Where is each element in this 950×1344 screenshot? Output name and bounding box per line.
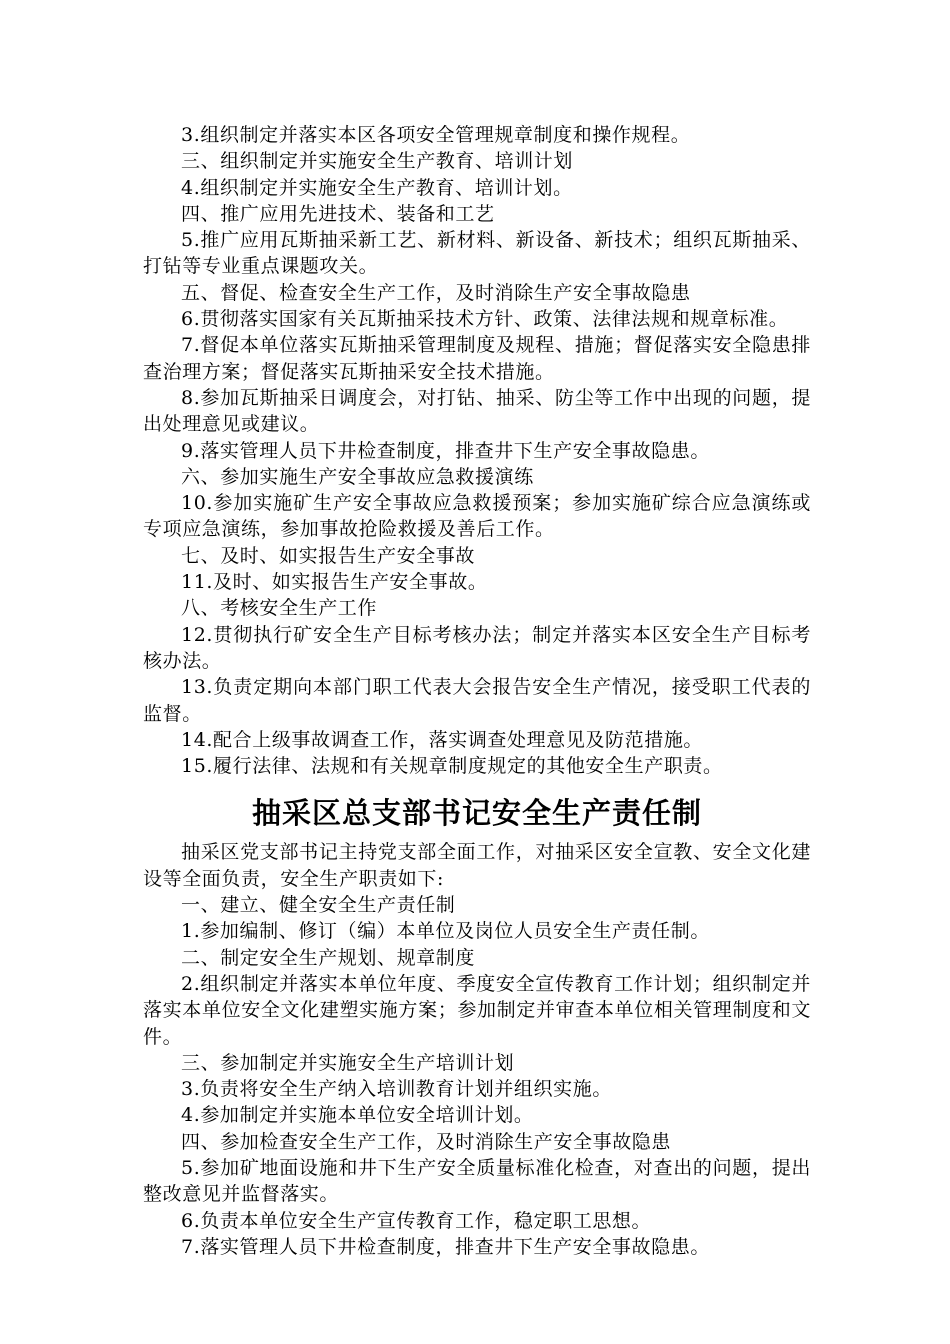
paragraph: 7.督促本单位落实瓦斯抽采管理制度及规程、措施；督促落实安全隐患排查治理方案；督促落实瓦斯抽采安全技术措施。 [143,334,811,383]
paragraph: 10.参加实施矿生产安全事故应急救援预案；参加实施矿综合应急演练或专项应急演练，参加事故抢险救援及善后工作。 [143,492,811,541]
paragraph: 15.履行法律、法规和有关规章制度规定的其他安全生产职责。 [181,755,723,778]
paragraph: 抽采区党支部书记主持党支部全面工作，对抽采区安全宣教、安全文化建设等全面负责，安全生产职责如下: [143,841,811,890]
paragraph: 7.落实管理人员下井检查制度，排查井下生产安全事故隐患。 [181,1235,710,1258]
section-heading: 五、督促、检查安全生产工作，及时消除生产安全事故隐患 [181,281,691,304]
paragraph: 13.负责定期向本部门职工代表大会报告安全生产情况，接受职工代表的监督。 [143,676,811,725]
section-heading: 六、参加实施生产安全事故应急救援演练 [181,465,534,488]
paragraph: 3.负责将安全生产纳入培训教育计划并组织实施。 [181,1078,612,1101]
paragraph: 6.贯彻落实国家有关瓦斯抽采技术方针、政策、法律法规和规章标准。 [181,308,789,331]
section-heading: 七、及时、如实报告生产安全事故 [181,544,476,567]
paragraph: 9.落实管理人员下井检查制度，排查井下生产安全事故隐患。 [181,439,710,462]
paragraph: 2.组织制定并落实本单位年度、季度安全宣传教育工作计划；组织制定并落实本单位安全文化建塑实施方案；参加制定并审查本单位相关管理制度和文件。 [143,972,811,1048]
paragraph: 11.及时、如实报告生产安全事故。 [181,571,488,594]
document-body [143,122,811,1260]
paragraph: 5.推广应用瓦斯抽采新工艺、新材料、新设备、新技术；组织瓦斯抽采、打钻等专业重点课题攻关。 [143,229,811,278]
section-heading: 三、组织制定并实施安全生产教育、培训计划 [181,150,574,173]
paragraph: 4.组织制定并实施安全生产教育、培训计划。 [181,176,573,199]
section-heading: 八、考核安全生产工作 [181,597,378,620]
section-heading: 二、制定安全生产规划、规章制度 [181,946,476,969]
section-heading: 四、参加检查安全生产工作，及时消除生产安全事故隐患 [181,1130,672,1153]
paragraph: 6.负责本单位安全生产宣传教育工作，稳定职工思想。 [181,1209,652,1232]
paragraph: 3.组织制定并落实本区各项安全管理规章制度和操作规程。 [181,124,691,146]
paragraph: 5.参加矿地面设施和井下生产安全质量标准化检查，对查出的问题，提出整改意见并监督落实。 [143,1156,811,1206]
section-heading: 三、参加制定并实施安全生产培训计划 [181,1051,515,1074]
paragraph: 12.贯彻执行矿安全生产目标考核办法；制定并落实本区安全生产目标考核办法。 [143,623,811,672]
paragraph: 4.参加制定并实施本单位安全培训计划。 [181,1104,534,1127]
paragraph: 14.配合上级事故调查工作，落实调查处理意见及防范措施。 [181,728,704,751]
paragraph: 1.参加编制、修订（编）本单位及岗位人员安全生产责任制。 [181,920,710,943]
section-heading: 一、建立、健全安全生产责任制 [181,894,456,917]
document-title: 抽采区总支部书记安全生产责任制 [251,796,702,831]
section-heading: 四、推广应用先进技术、装备和工艺 [181,202,495,225]
paragraph: 8.参加瓦斯抽采日调度会，对打钻、抽采、防尘等工作中出现的问题，提出处理意见或建议。 [143,386,811,436]
